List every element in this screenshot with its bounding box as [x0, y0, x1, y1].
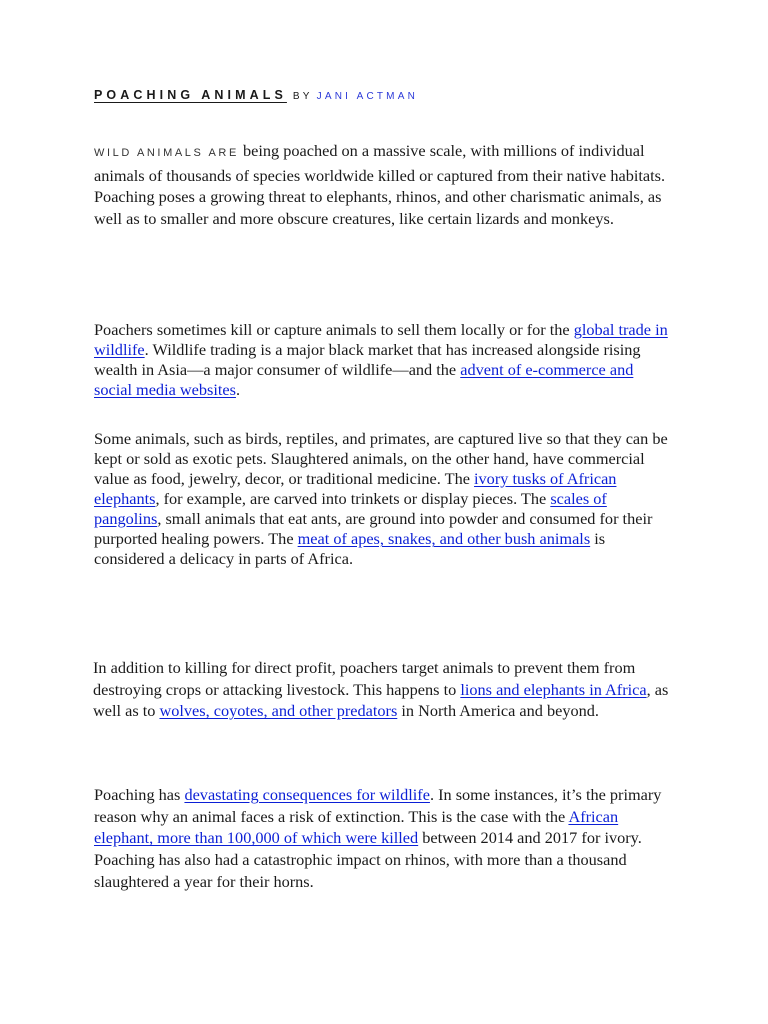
paragraph-text: . In some instances, it’s the primary reason why an animal faces a risk of extinction. This is the case with the	[94, 785, 662, 826]
link-bush-meat[interactable]: meat of apes, snakes, and other bush animals	[297, 529, 591, 548]
paragraph-trade	[94, 320, 674, 400]
paragraph-text: , small animals that eat ants, are ground into powder and consumed for their purported healing powers. The	[94, 509, 653, 548]
paragraph-text: , as well as to	[93, 679, 669, 721]
link-pangolin-scales[interactable]: scales of pangolins	[94, 489, 607, 528]
paragraph-text: . Wildlife trading is a major black market that has increased alongside rising wealth in Asia—a major consumer of wildlife—and the	[94, 340, 641, 379]
paragraph-text: In addition to killing for direct profit, poachers target animals to prevent them from destroying crops or attacking livestock. This happens to	[93, 658, 636, 699]
paragraph-text: Poaching has	[94, 785, 185, 804]
article-header	[94, 86, 418, 104]
paragraph-lead-in: WILD ANIMALS ARE	[94, 147, 239, 159]
link-global-trade[interactable]: global trade in wildlife	[94, 320, 668, 359]
paragraph-text: in North America and beyond.	[397, 701, 599, 721]
paragraph-consequences	[94, 784, 674, 893]
paragraph-text: Poachers sometimes kill or capture animals to sell them locally or for the	[94, 320, 574, 339]
author-name: JANI ACTMAN	[316, 91, 418, 102]
paragraph-text: being poached on a massive scale, with millions of individual animals of thousands of species worldwide killed or captured from their native habitats. Poaching poses a growing threat to elephants, rhinos, and other charismatic animals, as well as to smaller and more obscure creatures, like certain lizards and monkeys.	[94, 141, 666, 229]
link-predators[interactable]: wolves, coyotes, and other predators	[159, 701, 398, 721]
link-ecommerce[interactable]: advent of e-commerce and social media websites	[94, 360, 634, 399]
paragraph-text: between 2014 and 2017 for ivory. Poaching has also had a catastrophic impact on rhinos, with more than a thousand slaughtered a year for their horns.	[94, 828, 642, 891]
link-consequences[interactable]: devastating consequences for wildlife	[184, 785, 430, 804]
paragraph-uses	[94, 429, 674, 569]
paragraph-text: .	[235, 380, 241, 399]
paragraph-conflict	[93, 657, 673, 722]
paragraph-text: , for example, are carved into trinkets or display pieces. The	[155, 489, 551, 508]
paragraph-text: is considered a delicacy in parts of Africa.	[94, 529, 606, 568]
paragraph-intro	[94, 140, 674, 230]
link-african-elephant[interactable]: African elephant, more than 100,000 of which were killed	[94, 806, 619, 848]
link-lions-elephants[interactable]: lions and elephants in Africa	[460, 679, 647, 699]
byline-label: BY	[292, 91, 313, 102]
link-ivory-tusks[interactable]: ivory tusks of African elephants	[94, 469, 617, 508]
article-title: POACHING ANIMALS	[94, 88, 287, 102]
paragraph-text: Some animals, such as birds, reptiles, and primates, are captured live so that they can be kept or sold as exotic pets. Slaughtered animals, on the other hand, have commercial value as food, jewelry, decor, or traditional medicine. The	[94, 429, 668, 488]
